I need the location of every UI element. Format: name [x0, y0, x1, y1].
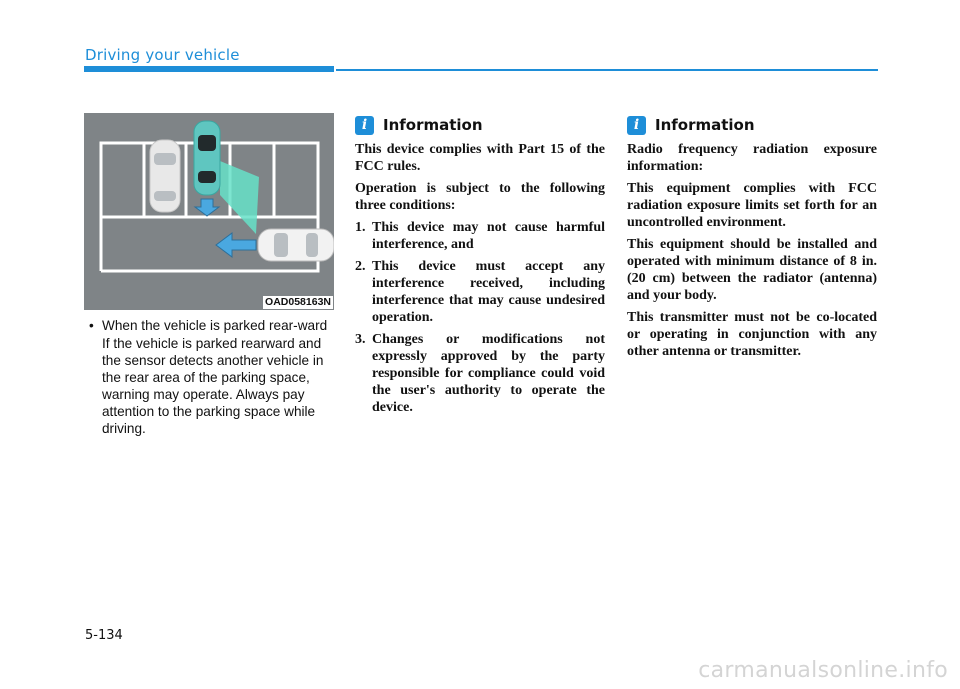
list-number: 1. [355, 220, 366, 235]
info-title: Information [655, 116, 755, 134]
approaching-car-white [258, 229, 334, 261]
list-text: This device must accept any interference received, including interference that may cause undesired operation. [372, 259, 605, 325]
info-paragraph: Radio frequency radiation exposure information: [627, 142, 877, 174]
info-body [355, 141, 605, 416]
column1-text [86, 317, 336, 437]
header-bar-thick [84, 66, 334, 72]
info-title: Information [383, 116, 483, 134]
info-block-rf [627, 114, 877, 365]
parking-diagram-svg [84, 113, 334, 310]
header-bar-thin [336, 69, 878, 71]
list-item [355, 219, 605, 253]
down-arrow [195, 199, 219, 216]
info-icon: i [355, 116, 374, 135]
info-body [627, 141, 877, 360]
info-paragraph: This equipment complies with FCC radiation exposure limits set forth for an uncontrolled environment. [627, 181, 877, 230]
parking-illustration [84, 113, 334, 310]
detection-zone [220, 161, 259, 234]
info-paragraph: This transmitter must not be co-located or operating in conjunction with any other antenna or transmitter. [627, 310, 877, 359]
conditions-list [355, 219, 605, 416]
list-number: 2. [355, 259, 366, 274]
figure-code: OAD058163N [265, 296, 331, 308]
info-icon: i [627, 116, 646, 135]
list-number: 3. [355, 332, 366, 347]
section-title: Driving your vehicle [85, 46, 240, 64]
page-number: 5-134 [85, 628, 123, 643]
bullet-paragraph: If the vehicle is parked rearward and the sensor detects another vehicle in the rear area of the parking space, warning may operate. Always pay attention to the parking space while driving. [102, 336, 324, 436]
list-text: Changes or modifications not expressly approved by the party responsible for compliance could void the user's authority to operate the device. [372, 332, 605, 415]
info-paragraph: Operation is subject to the following three conditions: [355, 181, 605, 213]
list-item [355, 331, 605, 416]
parked-car-white [150, 140, 180, 212]
highlight-car [194, 121, 220, 195]
info-block-fcc [355, 114, 605, 421]
list-text: This device may not cause harmful interference, and [372, 220, 605, 252]
info-paragraph: This device complies with Part 15 of the FCC rules. [355, 142, 605, 174]
list-item [355, 258, 605, 326]
bullet-item: • When the vehicle is parked rear-ward [86, 317, 336, 334]
info-paragraph: This equipment should be installed and operated with minimum distance of 8 in. (20 cm) between the radiator (antenna) and your body. [627, 237, 877, 303]
watermark: carmanualsonline.info [698, 658, 948, 683]
info-header [355, 114, 605, 136]
info-header [627, 114, 877, 136]
left-arrow [216, 233, 256, 257]
